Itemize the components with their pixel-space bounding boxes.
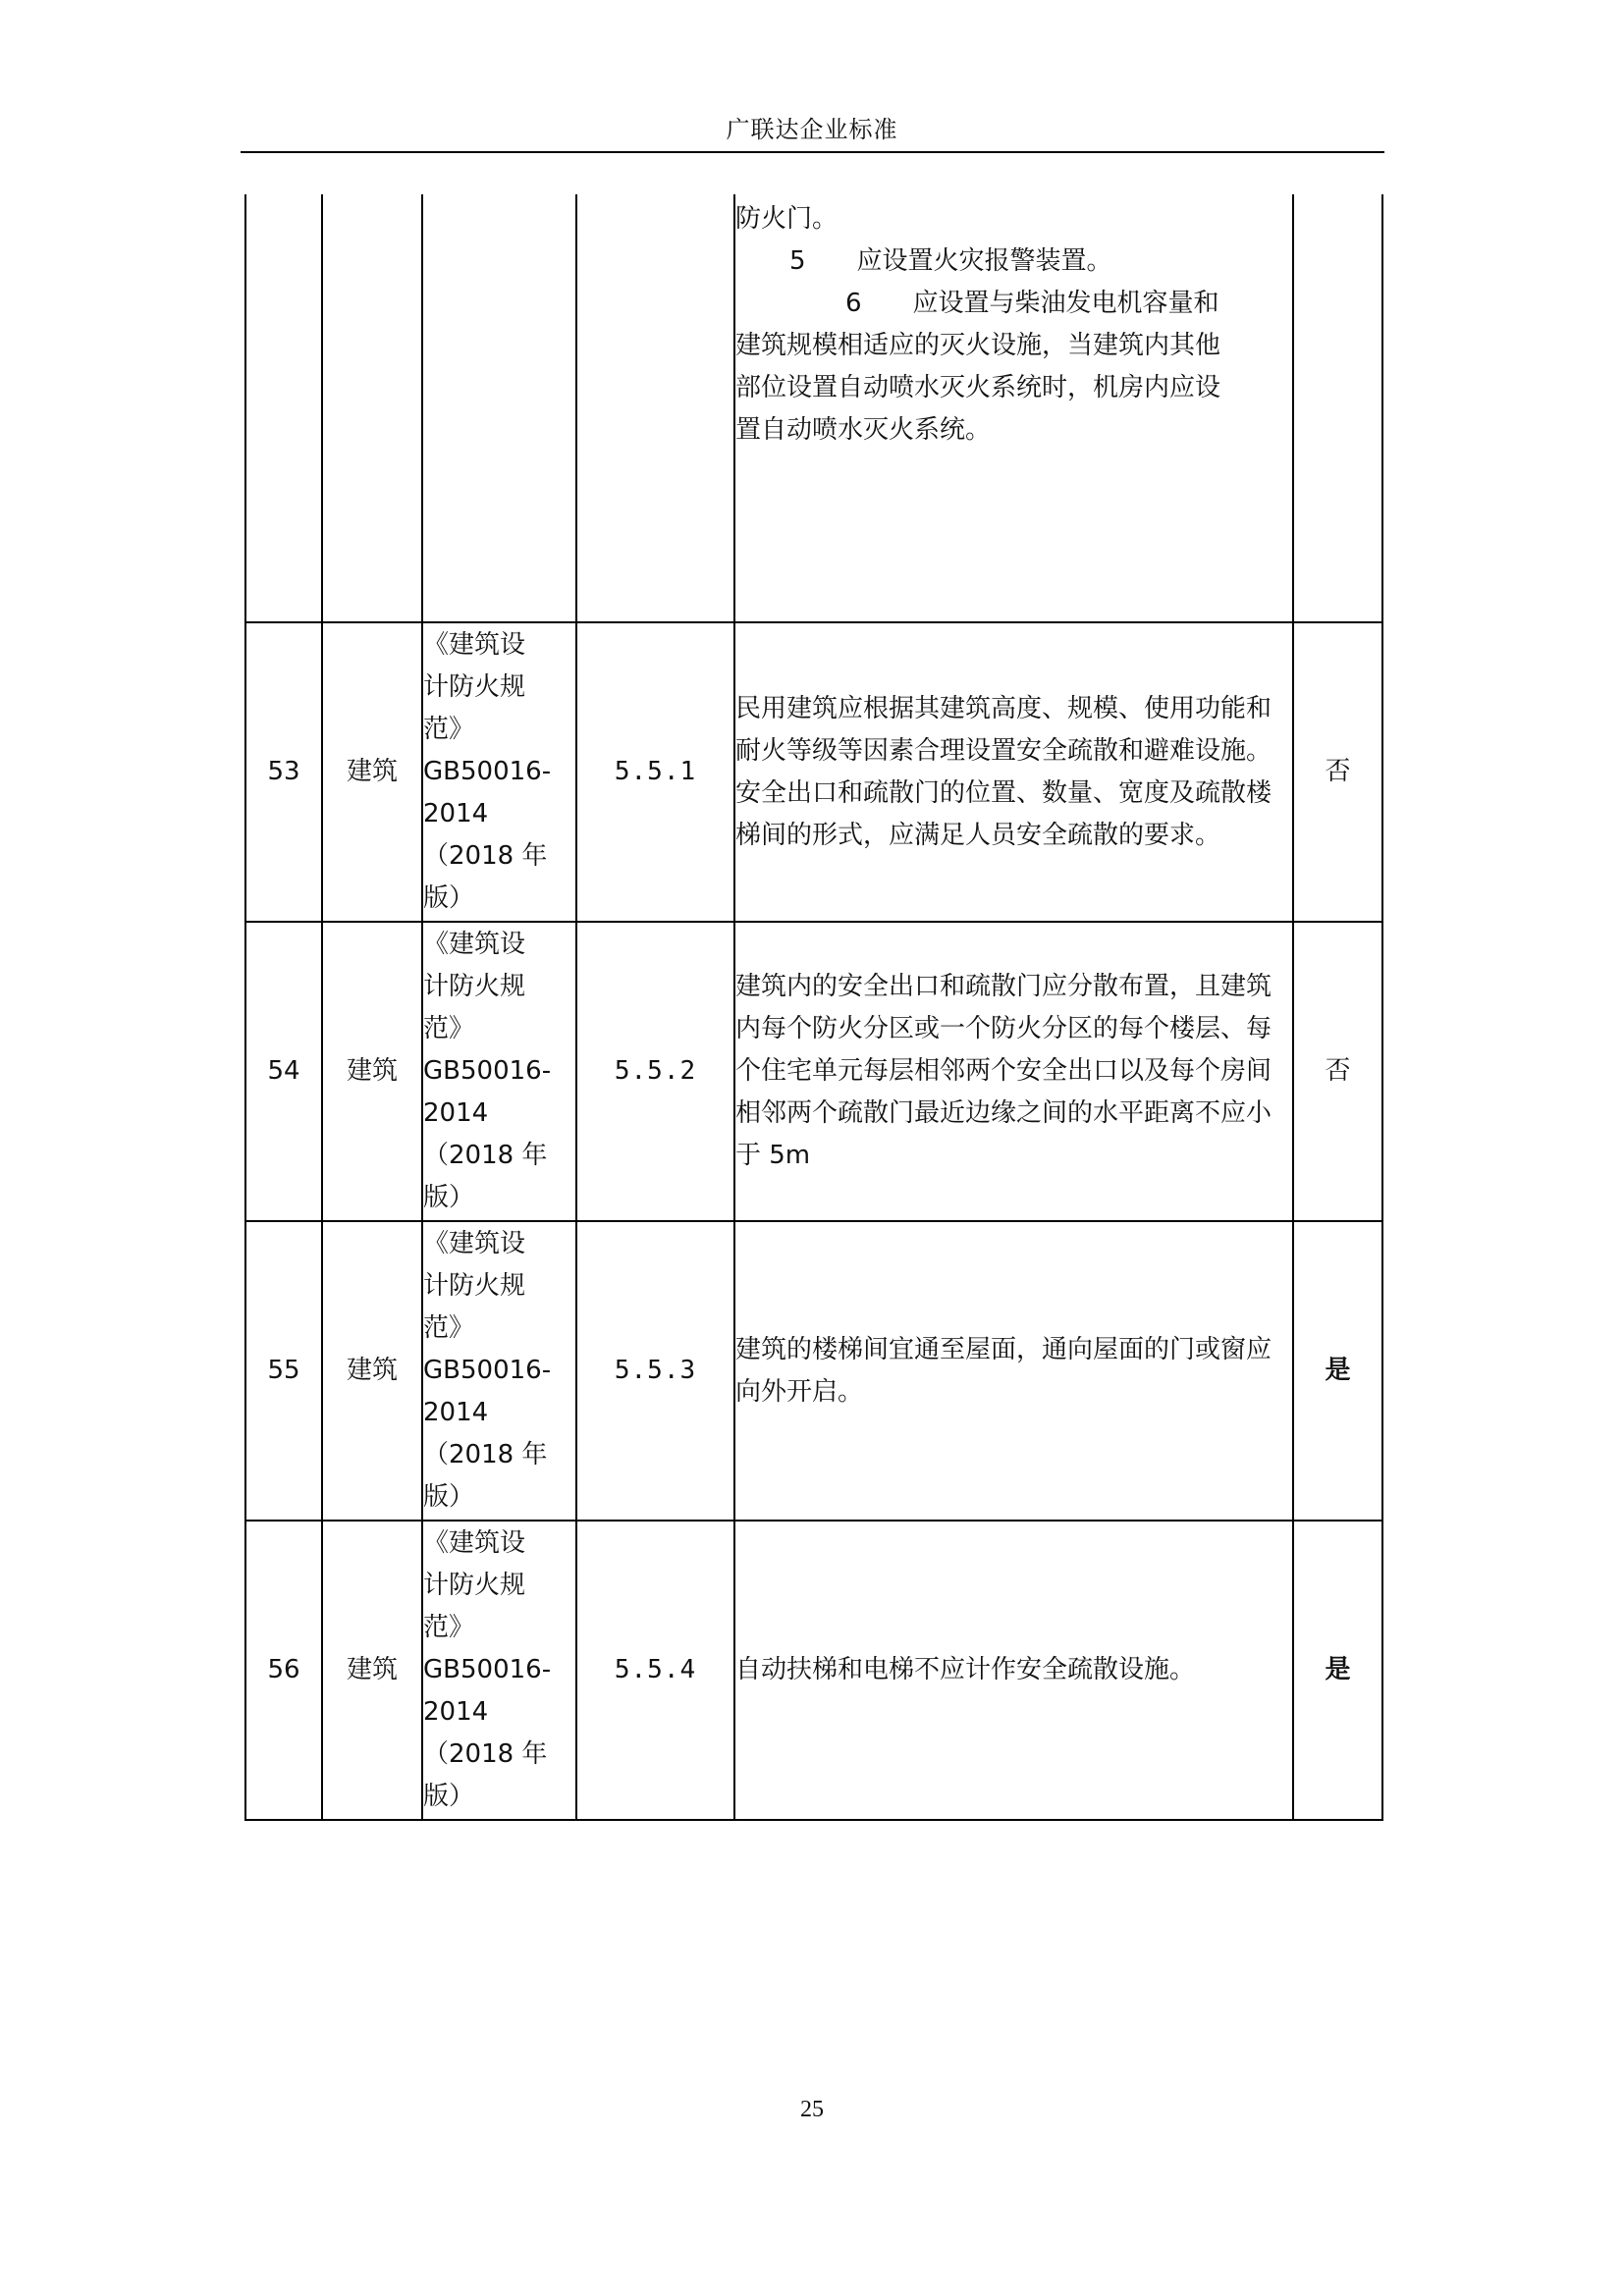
standard-line: GB50016-: [423, 757, 552, 786]
standard-line: 计防火规: [423, 1571, 526, 1600]
cell-requirement-text: 建筑内的安全出口和疏散门应分散布置，且建筑内每个防火分区或一个防火分区的每个楼层、每个住宅单元每层相邻两个安全出口以及每个房间相邻两个疏散门最近边缘之间的水平距离不应小于 5m: [734, 922, 1293, 1221]
standard-line: GB50016-: [423, 1655, 552, 1684]
standard-line: 版）: [423, 883, 475, 913]
standard-line: 计防火规: [423, 672, 526, 702]
cell-requirement-text: 自动扶梯和电梯不应计作安全疏散设施。: [734, 1521, 1293, 1820]
cell-result: 是: [1293, 1521, 1382, 1820]
standard-line: 《建筑设: [423, 630, 526, 660]
standard-line: GB50016-: [423, 1356, 552, 1385]
cell-standard: [422, 622, 576, 922]
standard-line: 2014: [423, 1098, 489, 1128]
standard-line: 范》: [423, 1014, 475, 1043]
continuation-line: 5 应设置火灾报警装置。: [789, 246, 1112, 276]
standard-line: （2018 年: [423, 1141, 548, 1170]
standard-line: 计防火规: [423, 972, 526, 1001]
cell-clause: 5.5.3: [576, 1221, 734, 1521]
header-title: 广联达企业标准: [726, 116, 898, 143]
cell-category-empty: [322, 194, 422, 622]
cell-result: 否: [1293, 622, 1382, 922]
standard-line: 计防火规: [423, 1271, 526, 1301]
table-row: [245, 1221, 1382, 1521]
table-row: [245, 622, 1382, 922]
cell-clause: 5.5.2: [576, 922, 734, 1221]
header-divider: [241, 151, 1384, 153]
cell-category: 建筑: [322, 922, 422, 1221]
cell-no: 56: [245, 1521, 322, 1820]
standard-line: 范》: [423, 1313, 475, 1343]
standard-line: （2018 年: [423, 1440, 548, 1469]
standard-line: （2018 年: [423, 841, 548, 871]
standard-line: 版）: [423, 1782, 475, 1811]
cell-requirement-text: 建筑的楼梯间宜通至屋面，通向屋面的门或窗应向外开启。: [734, 1221, 1293, 1521]
cell-clause: 5.5.4: [576, 1521, 734, 1820]
cell-result: 是: [1293, 1221, 1382, 1521]
standard-line: 版）: [423, 1183, 475, 1212]
continuation-line: 6 应设置与柴油发电机容量和: [845, 289, 1219, 318]
cell-standard: [422, 922, 576, 1221]
continuation-line: 置自动喷水灭火系统。: [735, 415, 992, 445]
continuation-line: 防火门。: [735, 204, 839, 234]
cell-no-empty: [245, 194, 322, 622]
table-row: [245, 1521, 1382, 1820]
standard-line: 《建筑设: [423, 1528, 526, 1558]
cell-no: 54: [245, 922, 322, 1221]
standard-line: 2014: [423, 799, 489, 828]
cell-category: 建筑: [322, 622, 422, 922]
cell-no: 55: [245, 1221, 322, 1521]
cell-result: 否: [1293, 922, 1382, 1221]
standard-line: （2018 年: [423, 1739, 548, 1769]
cell-clause: 5.5.1: [576, 622, 734, 922]
table-row: [245, 922, 1382, 1221]
standard-line: 《建筑设: [423, 930, 526, 959]
standard-line: 范》: [423, 1613, 475, 1642]
cell-category: 建筑: [322, 1221, 422, 1521]
cell-continuation-text: [734, 194, 1293, 622]
page-number: 25: [800, 2097, 824, 2122]
cell-standard: [422, 1221, 576, 1521]
cell-result-empty: [1293, 194, 1382, 622]
spec-table: [244, 194, 1383, 1821]
standard-line: 2014: [423, 1398, 489, 1427]
cell-clause-empty: [576, 194, 734, 622]
continuation-line: 部位设置自动喷水灭火系统时，机房内应设: [735, 373, 1221, 402]
standard-line: 2014: [423, 1697, 489, 1727]
cell-standard: [422, 1521, 576, 1820]
standard-line: GB50016-: [423, 1056, 552, 1086]
cell-standard-empty: [422, 194, 576, 622]
cell-no: 53: [245, 622, 322, 922]
cell-requirement-text: 民用建筑应根据其建筑高度、规模、使用功能和耐火等级等因素合理设置安全疏散和避难设施。安全出口和疏散门的位置、数量、宽度及疏散楼梯间的形式，应满足人员安全疏散的要求。: [734, 622, 1293, 922]
standard-line: 版）: [423, 1482, 475, 1512]
table-row-continuation: [245, 194, 1382, 622]
standard-line: 范》: [423, 715, 475, 744]
continuation-line: 建筑规模相适应的灭火设施，当建筑内其他: [735, 331, 1221, 360]
cell-category: 建筑: [322, 1521, 422, 1820]
standard-line: 《建筑设: [423, 1229, 526, 1258]
